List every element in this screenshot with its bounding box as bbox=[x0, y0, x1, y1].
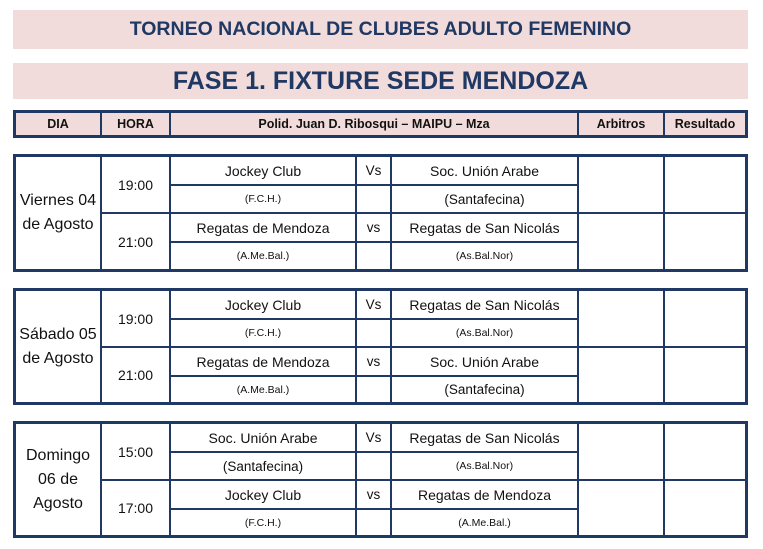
day-label bbox=[16, 157, 100, 269]
match-time: 17:00 bbox=[117, 500, 154, 516]
column-header-venue: Polid. Juan D. Ribosqui – MAIPU – Mza bbox=[171, 113, 579, 135]
versus-label: vs bbox=[366, 354, 381, 369]
versus-label: Vs bbox=[365, 430, 382, 445]
away-team: Regatas de Mendoza bbox=[417, 486, 552, 503]
home-team: Jockey Club bbox=[224, 296, 302, 313]
day-label-line: Viernes 04 bbox=[19, 192, 97, 209]
versus-label: vs bbox=[366, 220, 381, 235]
home-team: Regatas de Mendoza bbox=[196, 353, 330, 370]
day-block bbox=[13, 154, 748, 272]
tournament-title: TORNEO NACIONAL DE CLUBES ADULTO FEMENINO bbox=[13, 10, 748, 49]
day-block bbox=[13, 288, 748, 405]
day-label-line: 06 de bbox=[37, 470, 79, 488]
column-header-dia: DIA bbox=[16, 113, 102, 135]
column-header-row bbox=[13, 110, 748, 138]
away-team: Soc. Unión Arabe bbox=[430, 353, 539, 370]
home-team-association: (F.C.H.) bbox=[244, 327, 282, 339]
home-team: Soc. Unión Arabe bbox=[208, 429, 318, 446]
day-label bbox=[16, 424, 100, 535]
column-header-resultado: Resultado bbox=[674, 117, 736, 131]
home-team-association: (A.Me.Bal.) bbox=[236, 250, 290, 262]
match-time: 15:00 bbox=[117, 443, 154, 460]
versus-label: Vs bbox=[365, 297, 382, 312]
away-team-association: (Santafecina) bbox=[444, 382, 525, 397]
day-label-line: de Agosto bbox=[22, 216, 94, 233]
match-time: 21:00 bbox=[117, 233, 154, 250]
away-team-association: (As.Bal.Nor) bbox=[455, 250, 514, 262]
match-time: 19:00 bbox=[117, 310, 154, 327]
day-block bbox=[13, 421, 748, 538]
away-team: Soc. Unión Arabe bbox=[430, 162, 539, 179]
home-team-association: (Santafecina) bbox=[222, 458, 304, 474]
away-team: Regatas de San Nicolás bbox=[409, 429, 560, 446]
home-team: Jockey Club bbox=[224, 486, 302, 503]
home-team-association: (F.C.H.) bbox=[244, 193, 282, 205]
fixture-subtitle: FASE 1. FIXTURE SEDE MENDOZA bbox=[13, 63, 748, 99]
match-time: 21:00 bbox=[117, 367, 154, 383]
home-team-association: (F.C.H.) bbox=[244, 516, 282, 529]
versus-label: vs bbox=[366, 487, 381, 502]
away-team-association: (Santafecina) bbox=[444, 191, 525, 207]
away-team: Regatas de San Nicolás bbox=[409, 219, 560, 236]
day-label-line: Agosto bbox=[33, 494, 83, 512]
away-team: Regatas de San Nicolás bbox=[409, 296, 560, 313]
day-label-line: Sábado 05 bbox=[19, 325, 97, 343]
away-team-association: (A.Me.Bal.) bbox=[458, 516, 511, 529]
day-label bbox=[16, 291, 100, 402]
column-header-arbitros: Arbitros bbox=[579, 113, 665, 135]
column-header-hora: HORA bbox=[102, 113, 171, 135]
home-team-association: (A.Me.Bal.) bbox=[236, 383, 290, 396]
away-team-association: (As.Bal.Nor) bbox=[455, 460, 514, 472]
versus-label: Vs bbox=[365, 163, 382, 178]
match-time: 19:00 bbox=[117, 176, 154, 193]
day-label-line: Domingo bbox=[25, 446, 91, 464]
home-team: Jockey Club bbox=[224, 162, 302, 179]
home-team: Regatas de Mendoza bbox=[196, 219, 330, 236]
day-label-line: de Agosto bbox=[22, 349, 94, 367]
away-team-association: (As.Bal.Nor) bbox=[455, 327, 514, 339]
